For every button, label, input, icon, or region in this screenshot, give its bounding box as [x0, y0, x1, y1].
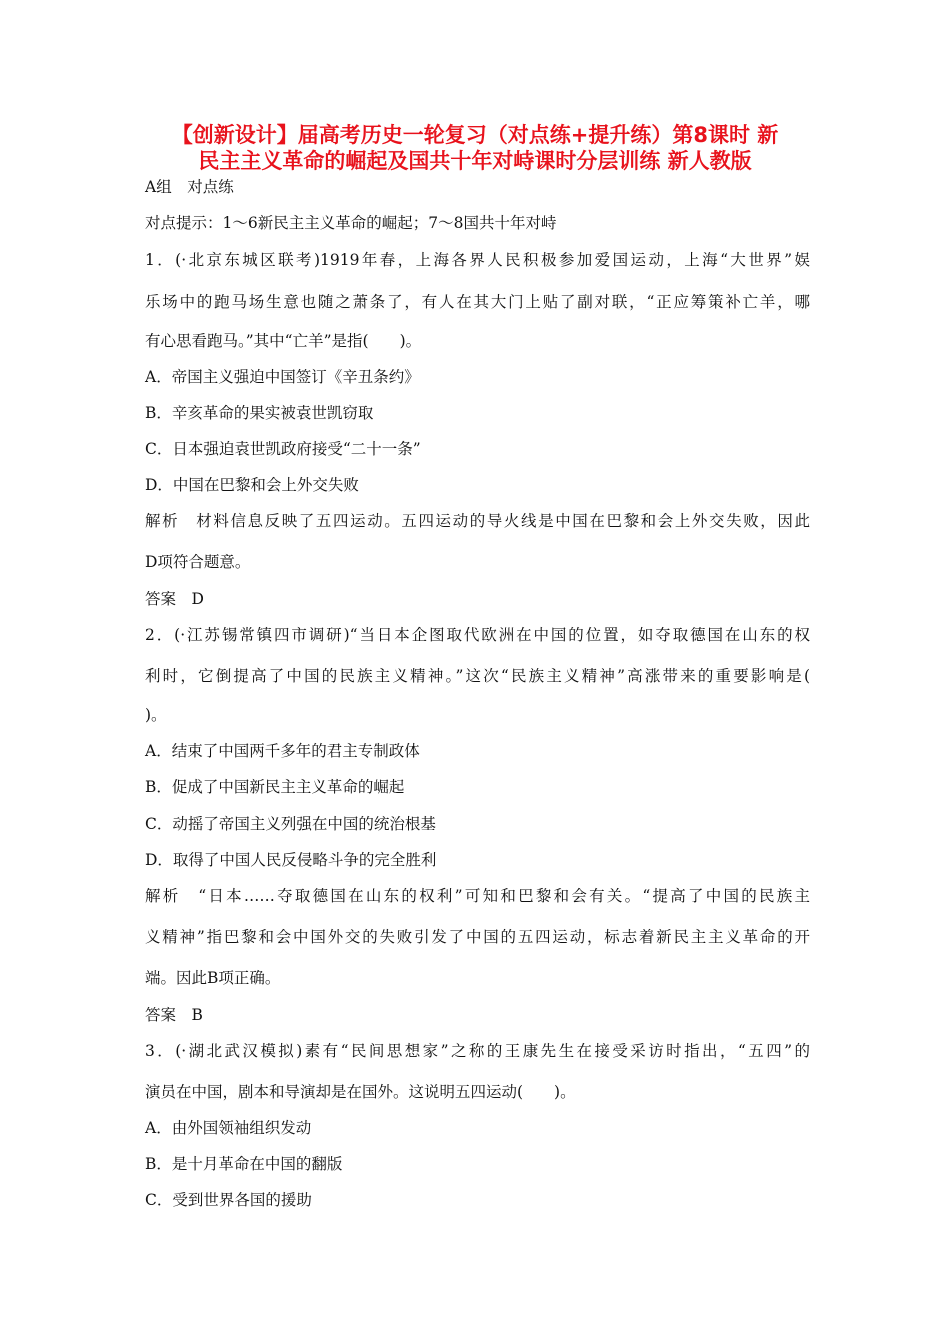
q2-option-a: A．结束了中国两千多年的君主专制政体	[145, 742, 420, 760]
document-title	[130, 122, 820, 174]
title-line-2: 民主主义革命的崛起及国共十年对峙课时分层训练 新人教版	[198, 149, 752, 173]
q1-stem-line-1: 1．(·北京东城区联考)1919年春，上海各界人民积极参加爱国运动，上海“大世界”娱	[145, 251, 810, 269]
q2-stem-line-3: )。	[145, 706, 167, 724]
q3-option-b: B．是十月革命在中国的翻版	[145, 1155, 343, 1173]
q2-option-b: B．促成了中国新民主主义革命的崛起	[145, 778, 405, 796]
q3-stem-line-1: 3．(·湖北武汉模拟)素有“民间思想家”之称的王康先生在接受采访时指出，“五四”的	[145, 1042, 810, 1060]
q3-stem-line-2: 演员在中国，剧本和导演却是在国外。这说明五四运动( )。	[145, 1083, 576, 1101]
title-line-1: 【创新设计】届高考历史一轮复习（对点练+提升练）第8课时 新	[171, 123, 779, 147]
q1-option-a: A．帝国主义强迫中国签订《辛丑条约》	[145, 368, 420, 386]
q2-option-c: C．动摇了帝国主义列强在中国的统治根基	[145, 815, 436, 833]
q1-option-c: C．日本强迫袁世凯政府接受“二十一条”	[145, 440, 421, 458]
q2-answer: 答案 B	[145, 1006, 203, 1024]
q2-stem-line-2: 利时，它倒提高了中国的民族主义精神。”这次“民族主义精神”高涨带来的重要影响是(	[145, 667, 810, 685]
hint-text: 对点提示：1～6新民主主义革命的崛起；7～8国共十年对峙	[145, 214, 557, 232]
q2-analysis-line-1: 解析 “日本……夺取德国在山东的权利”可知和巴黎和会有关。“提高了中国的民族主	[145, 887, 810, 905]
q2-stem-line-1: 2．(·江苏锡常镇四市调研)“当日本企图取代欧洲在中国的位置，如夺取德国在山东的权	[145, 626, 810, 644]
q3-option-a: A．由外国领袖组织发动	[145, 1119, 312, 1137]
section-heading: A组 对点练	[145, 178, 234, 196]
q1-answer: 答案 D	[145, 590, 204, 608]
q3-option-c: C．受到世界各国的援助	[145, 1191, 312, 1209]
q1-analysis-line-2: D项符合题意。	[145, 553, 251, 571]
q1-analysis-line-1: 解析 材料信息反映了五四运动。五四运动的导火线是中国在巴黎和会上外交失败，因此	[145, 512, 810, 530]
q2-analysis-line-3: 端。因此B项正确。	[145, 969, 281, 987]
q2-analysis-line-2: 义精神”指巴黎和会中国外交的失败引发了中国的五四运动，标志着新民主主义革命的开	[145, 928, 810, 946]
q1-stem-line-3: 有心思看跑马。”其中“亡羊”是指( )。	[145, 332, 422, 350]
q1-stem-line-2: 乐场中的跑马场生意也随之萧条了，有人在其大门上贴了副对联，“正应筹策补亡羊，哪	[145, 293, 810, 311]
q1-option-b: B．辛亥革命的果实被袁世凯窃取	[145, 404, 374, 422]
q1-option-d: D．中国在巴黎和会上外交失败	[145, 476, 359, 494]
q2-option-d: D．取得了中国人民反侵略斗争的完全胜利	[145, 851, 437, 869]
